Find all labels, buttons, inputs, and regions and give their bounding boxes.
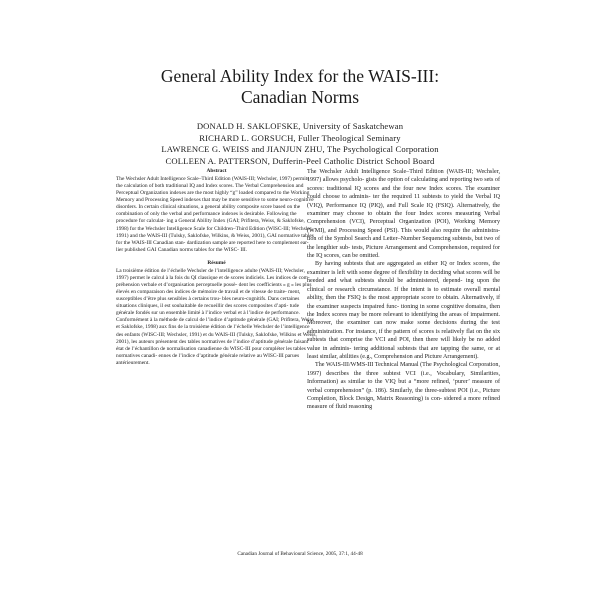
text-line: and what subtests should be administered, depend-	[327, 278, 463, 285]
text-line: ennes de l’indice d’aptitude générale relative au WISC-III	[158, 352, 284, 359]
text-line: Saklofske, 1998) for the Wechsler Intelligence Scale for	[116, 218, 305, 232]
text-line: traditional IQ and Index scores. The Verbal	[165, 183, 259, 190]
text-line: ter the required 11 subtests to yield the Verbal IQ	[372, 194, 500, 201]
text-line: The Wechsler Adult Intelligence Scale–Third	[307, 169, 423, 175]
text-line: of flexibility in deciding what scores will be needed	[307, 269, 500, 285]
text-line: refined, ‘purer’ measure of verbal comprehension”	[307, 379, 500, 394]
article-title	[0, 66, 600, 108]
text-line: III.	[240, 246, 248, 253]
text-line: Information) as similar to the VIQ but a “more	[307, 379, 430, 386]
text-line: on the combination of only the verbal and performance	[116, 204, 301, 218]
text-line: required for the IQ scores, can be omitted.	[307, 244, 501, 260]
body-paragraph	[307, 168, 500, 260]
text-line: lier published GAI Canadian norms tables for the WISC-	[116, 246, 239, 253]
right-column	[307, 168, 500, 412]
body-paragraph	[307, 260, 500, 361]
text-line: tests, Picture Arrangement and Comprehension,	[351, 244, 470, 251]
resume-text	[116, 268, 317, 367]
text-line: Speed (PSI). This would also require the administra-	[367, 227, 501, 234]
text-line: scores may be more relevant to identifying the areas	[331, 311, 462, 318]
author-line: COLLEEN A. PATTERSON, Dufferin-Peel Catholic District School Board	[165, 155, 435, 166]
abstract-heading: Abstract	[206, 168, 227, 174]
text-line: on the six subtests that comprise the VCI and POI,	[307, 328, 500, 344]
author-list	[0, 121, 600, 167]
text-line: Index scores. The examiner could choose to adminis-	[307, 185, 500, 201]
text-line: subtest VCI (i.e., Vocabulary, Similarities,	[383, 370, 500, 377]
abstract-text	[116, 176, 317, 254]
text-line: La troisième édition de l’échelle Wechsler de l’intelligence	[116, 267, 244, 274]
text-line: FSIQ is the most appropriate score to obtain.	[347, 295, 460, 302]
text-line: Saklofske, Wilkins et Weiss, 2001), les auteurs présentent	[116, 331, 317, 345]
text-line: tioning in some cognitive domains, then the Index	[307, 303, 500, 318]
text-line: tion of the Symbol Search and Letter–Number	[307, 236, 421, 243]
text-line: faisant état de l’échantillon de normalisation canadienne	[116, 338, 309, 352]
left-column	[116, 168, 317, 367]
text-line: des indices de mémoire de travail et de vitesse de traite-	[166, 289, 287, 296]
text-line: The WAIS-III/WMS-III Technical Manual (The	[315, 362, 432, 369]
text-line: tude générale fondés sur un ensemble limité à l’indice	[116, 303, 299, 317]
text-line: sidered a more refined measure of fluid reasoning	[307, 395, 501, 411]
text-line: verbal et à l’indice de performance. Conformément à la	[116, 310, 300, 324]
text-line: sensitive to some neuro-cognitive disorders. In certain	[116, 197, 314, 211]
text-line: préhension verbale et d’organisation perceptuelle possè-	[116, 282, 238, 289]
text-line: Alternatively, if the examiner suspects impaired func-	[307, 295, 500, 310]
text-line: obtain the four Index scores measuring Verbal	[375, 211, 500, 218]
text-line: Comprehension (VCI), Perceptual Organization	[307, 219, 431, 226]
journal-citation-footer: Canadian Journal of Behavioural Science, 2005, 37:1, 44-48	[237, 551, 363, 557]
text-line: bles neuro-cognitifs. Dans certaines situations cliniques, il	[116, 296, 300, 310]
text-line: (FSIQ). Alternatively, the examiner may choose to	[307, 202, 500, 218]
author-line: DONALD H. SAKLOFSKE, University of Saskatchewan	[196, 121, 404, 131]
text-line: Psychological Corporation, 1997) describes the three	[307, 362, 500, 377]
resume-section	[116, 260, 317, 367]
text-line: ing a General Ability Index (GAI; Prifitera, Weiss, &	[166, 218, 281, 225]
text-line: Sequencing subtests, but two of the lengthier sub-	[307, 236, 500, 251]
text-line: clinical situations, a general ability composite score based	[160, 204, 286, 211]
text-line: Memory and Processing Speed indexes that may be more	[116, 197, 240, 204]
text-line: of impairment. Moreover, the examiner can now	[307, 311, 501, 327]
text-line: For instance, if the pattern of scores is relatively flat	[345, 328, 475, 335]
text-line: Picture Arrangement).	[424, 353, 479, 360]
resume-heading: Résumé	[207, 259, 226, 266]
text-line: or at least similar, abilities (e.g., Comprehension and	[307, 345, 501, 360]
text-line: dardization sample are reported here to complement ear-	[186, 239, 309, 246]
text-line: ing upon the clinical or research circumstance. If the	[307, 278, 500, 293]
text-line: du QI classique et de scores indiciels. Les indices de com-	[184, 274, 310, 281]
text-line: the most highly “g” loaded compared to the Working	[195, 190, 310, 197]
text-line: adulte (WAIS-III; Wechsler, 1997) permet le calcul à la fois	[116, 267, 305, 281]
text-line: or Index scores, the examiner is left with some degree	[307, 261, 500, 276]
author-line: LAWRENCE G. WEISS and JIANJUN ZHU, The Psychological Corporation	[161, 144, 439, 155]
text-line: gists the option of calculating and reporting two sets	[365, 177, 494, 184]
title-line: Canadian Norms	[240, 87, 360, 107]
title-line: General Ability Index for the WAIS-III:	[160, 66, 440, 86]
text-line: parues antérieurement.	[116, 352, 300, 366]
text-line: Completion, Block Design, Matrix Reasoning) is con-	[307, 395, 442, 402]
text-line: GAI normative tables for the WAIS-III Canadian stan-	[116, 232, 314, 246]
text-line: méthode de calcul de l’indice d’aptitude générale (GAI;	[158, 317, 280, 324]
text-line: The Wechsler Adult Intelligence Scale–Third Edition	[116, 176, 231, 182]
text-line: des tables normatives de l’indice d’aptitude générale	[179, 338, 293, 345]
text-line: Children–Third Edition (WISC-III; Wechsler, 1991) and	[116, 225, 313, 239]
text-line: of scores: traditional IQ scores and the four new	[307, 177, 500, 192]
text-line: (WISC-III; Wechsler, 1991) et du WAIS-III (Tulsky,	[141, 331, 255, 338]
text-line: Prifitera, Weiss et Saklofske, 1998) aux fins de la troisième	[116, 317, 314, 331]
text-line: Edition (WAIS-III; Wechsler, 1997) allows psycholo-	[307, 169, 500, 184]
text-line: (VIQ), Performance IQ (PIQ), and Full Scale IQ	[307, 202, 433, 209]
author-line: RICHARD L. GORSUCH, Fuller Theological Seminary	[199, 132, 401, 143]
text-line: du WISC-III pour compléter les tables normatives canadi-	[116, 345, 306, 359]
text-line: indexes is desirable. Following the procedure for calculat-	[116, 211, 297, 225]
text-line: dent les coefficients « g » les plus élevés en comparaison	[116, 282, 312, 296]
text-line: (POI), Working Memory (WMI), and Processing	[307, 219, 501, 234]
body-paragraph	[307, 361, 500, 411]
text-line: By having subtests that are aggregated as either IQ	[315, 261, 447, 268]
text-line: édition de l’échelle Wechsler de l’intelligence des enfants	[116, 324, 310, 338]
text-line: intent is to estimate overall mental ability, then the	[307, 286, 501, 302]
text-line: est souhaitable de recueillir des scores composites d’apti-	[164, 303, 289, 310]
text-line: Comprehension and Perceptual Organization indexes are	[116, 183, 304, 197]
abstract-section	[116, 168, 317, 254]
text-line: make some decisions during the test administration.	[307, 320, 500, 335]
text-line: (WAIS-III; Wechsler, 1997) permits the calculation of both	[116, 176, 310, 190]
text-line: ment, susceptibles d’être plus sensibles à certains trou-	[116, 289, 301, 303]
text-line: then there will likely be no added value in adminis-	[307, 337, 500, 352]
text-line: (p. 186). Similarly, the three-subtest POI (i.e., Picture	[366, 387, 500, 394]
text-line: tering additional subtests that are tapping the same,	[353, 345, 486, 352]
text-line: the WAIS-III (Tulsky, Saklofske, Wilkins, & Weiss, 2001),	[139, 232, 266, 239]
